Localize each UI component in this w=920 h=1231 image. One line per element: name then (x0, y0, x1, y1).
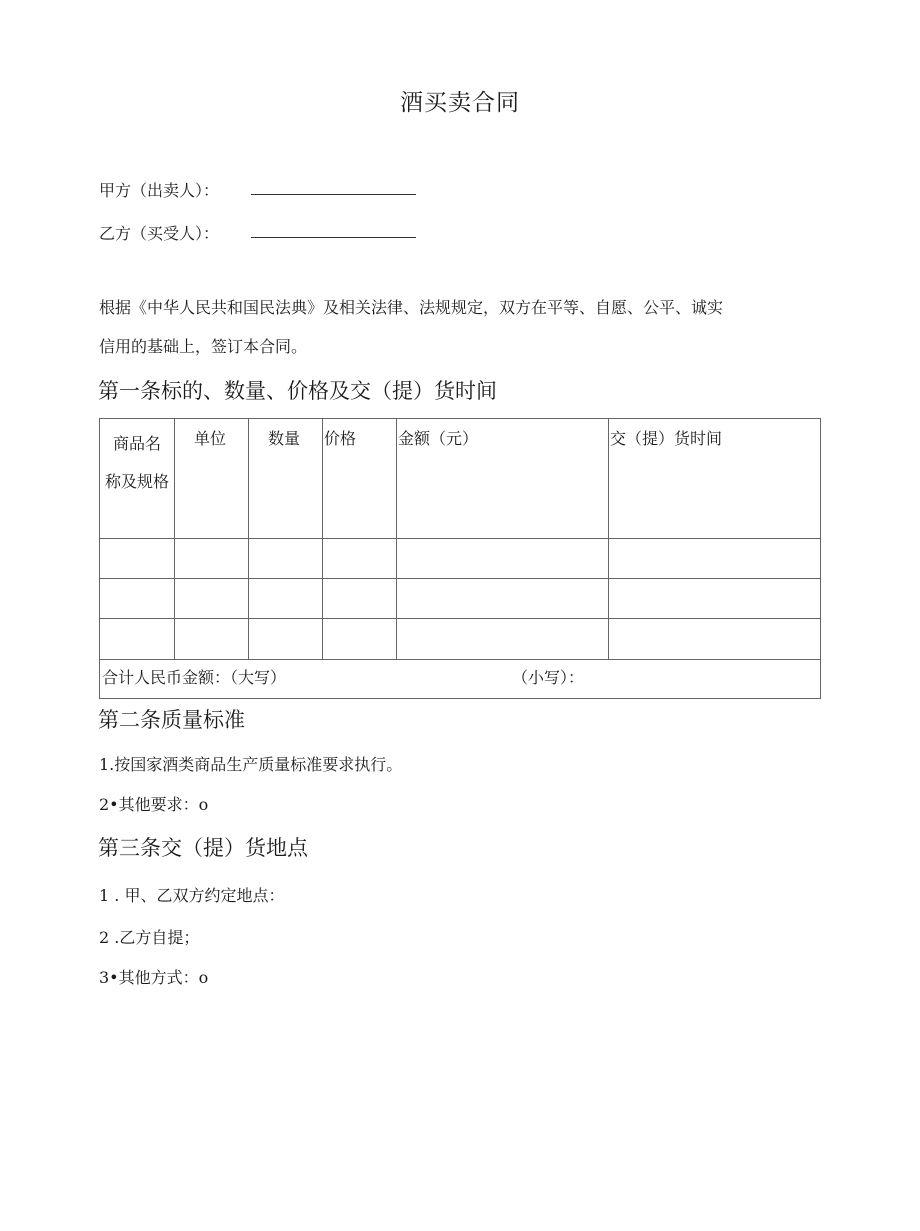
table-col-divider (322, 419, 323, 659)
goods-table (99, 418, 821, 699)
table-col-divider (608, 419, 609, 659)
header-product-name-line1: 商品名 (112, 434, 161, 453)
table-row-divider (100, 538, 820, 539)
preamble-line-1: 根据《中华人民共和国民法典》及相关法律、法规规定，双方在平等、自愿、公平、诚实 (99, 298, 724, 317)
article3-heading: 第三条交（提）货地点 (98, 836, 308, 860)
table-row-divider (100, 578, 820, 579)
article2-item-1: 1.按国家酒类商品生产质量标准要求执行。 (99, 755, 403, 774)
article3-item-1: 1 . 甲、乙双方约定地点： (99, 886, 285, 905)
seller-label: 甲方（出卖人）： (99, 181, 220, 200)
header-delivery-time: 交（提）货时间 (610, 429, 723, 448)
buyer-label: 乙方（买受人）： (99, 224, 220, 243)
article1-heading: 第一条标的、数量、价格及交（提）货时间 (98, 379, 497, 403)
article3-item-3: 3•其他方式：o (99, 968, 209, 987)
article3-item-2: 2 .乙方自提； (99, 928, 200, 947)
table-row-divider (100, 618, 820, 619)
buyer-blank-line (251, 237, 416, 238)
header-price: 价格 (324, 429, 357, 448)
table-col-divider (174, 419, 175, 659)
article2-heading: 第二条质量标准 (98, 708, 245, 732)
total-amount-label: 合计人民币金额：（大写） (102, 668, 287, 687)
article2-item-2: 2•其他要求：o (99, 795, 209, 814)
header-product-name-line2: 称及规格 (104, 472, 169, 491)
header-amount: 金额（元） (398, 429, 479, 448)
table-row-divider (100, 659, 820, 660)
table-col-divider (396, 419, 397, 659)
document-title: 酒买卖合同 (400, 90, 520, 116)
header-quantity: 数量 (268, 429, 301, 448)
header-product-name (100, 425, 174, 501)
seller-blank-line (251, 194, 416, 195)
preamble-line-2: 信用的基础上，签订本合同。 (99, 337, 308, 356)
total-small-label: （小写）： (512, 668, 585, 687)
table-col-divider (248, 419, 249, 659)
header-unit: 单位 (194, 429, 227, 448)
